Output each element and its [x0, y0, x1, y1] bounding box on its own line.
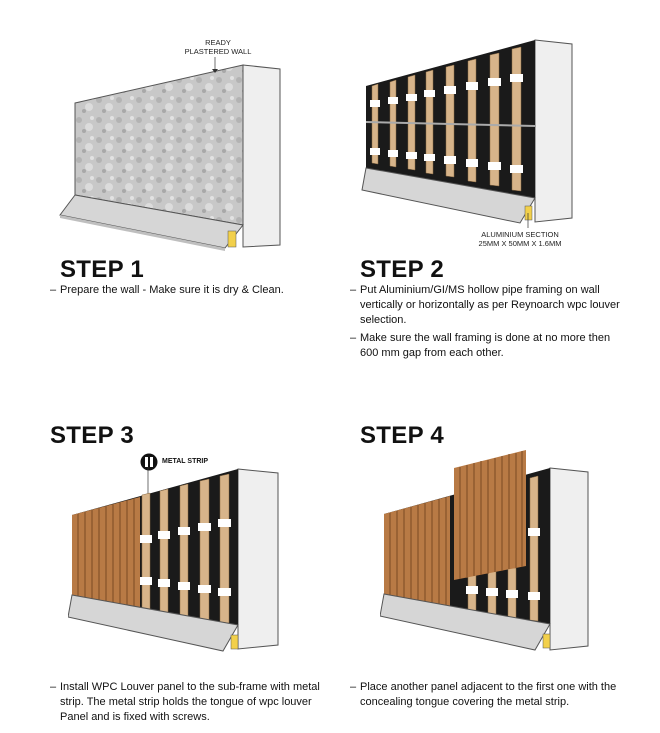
step3-callout: METAL STRIP	[162, 458, 209, 465]
step4-illustration	[380, 448, 595, 658]
wall-side	[550, 468, 588, 650]
list-item: – Install WPC Louver panel to the sub-frame with metal strip. The metal strip holds the tongue of wpc louver Panel and is fixed with screws.	[50, 681, 320, 723]
wpc-louver-panel	[384, 496, 450, 608]
step1-description	[50, 283, 320, 301]
step2-illustration	[360, 38, 575, 228]
step1-callout: READY PLASTERED WALL	[184, 38, 252, 56]
step3-title: STEP 3	[50, 422, 135, 449]
step3-description	[50, 680, 320, 728]
list-item: – Prepare the wall - Make sure it is dry & Clean.	[50, 284, 284, 296]
step1-title: STEP 1	[60, 256, 145, 283]
step2-title: STEP 2	[360, 256, 445, 283]
wpc-louver-panel-second	[454, 450, 526, 580]
list-item: – Make sure the wall framing is done at no more then 600 mm gap from each other.	[350, 332, 611, 359]
step4-description	[350, 680, 625, 713]
wall-side	[238, 469, 278, 649]
wall-side	[243, 65, 280, 247]
step2-callout: ALUMINIUM SECTION 25MM X 50MM X 1.6MM	[478, 230, 562, 248]
step3-illustration	[68, 465, 283, 655]
step4-title: STEP 4	[360, 422, 445, 449]
list-item: – Place another panel adjacent to the first one with the concealing tongue covering the metal strip.	[350, 681, 617, 708]
step2-description	[350, 283, 620, 364]
list-item: – Put Aluminium/GI/MS hollow pipe framing on wall vertically or horizontally as per Reynoarch wpc louver selection.	[350, 284, 620, 326]
step1-illustration	[55, 55, 295, 255]
wall-side	[535, 40, 572, 222]
